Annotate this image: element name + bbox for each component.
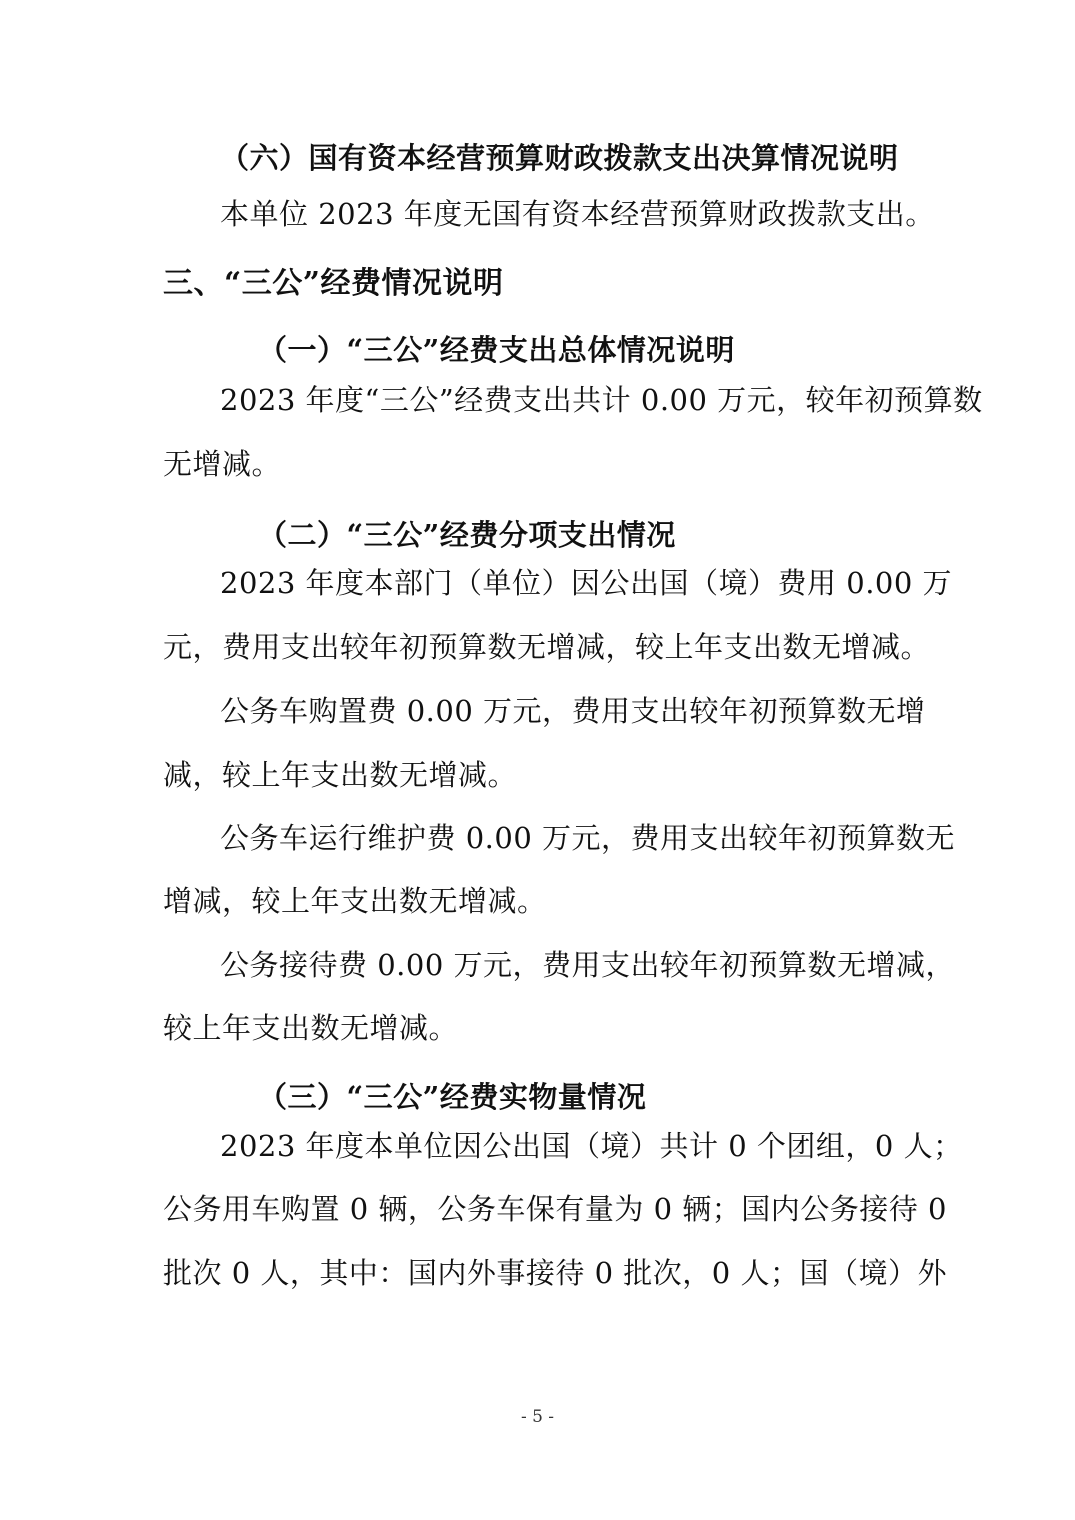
subsection-heading-3: （三）“三公”经费实物量情况	[258, 1080, 647, 1114]
paragraph-line: 批次 0 人，其中：国内外事接待 0 批次，0 人；国（境）外	[163, 1256, 947, 1290]
paragraph-line: 较上年支出数无增减。	[163, 1011, 459, 1045]
paragraph-line: 公务用车购置 0 辆，公务车保有量为 0 辆；国内公务接待 0	[163, 1192, 947, 1226]
paragraph-line: 公务接待费 0.00 万元，费用支出较年初预算数无增减，	[220, 948, 956, 982]
section-heading-6: （六）国有资本经营预算财政拨款支出决算情况说明	[220, 141, 899, 175]
section-heading-3: 三、“三公”经费情况说明	[163, 266, 504, 301]
paragraph-line: 元，费用支出较年初预算数无增减，较上年支出数无增减。	[163, 630, 931, 664]
paragraph-line: 公务车购置费 0.00 万元，费用支出较年初预算数无增	[220, 694, 926, 728]
paragraph-text: 本单位 2023 年度无国有资本经营预算财政拨款支出。	[220, 197, 935, 231]
paragraph-line: 公务车运行维护费 0.00 万元，费用支出较年初预算数无	[220, 821, 956, 855]
paragraph-line: 无增减。	[163, 447, 282, 481]
paragraph-line: 2023 年度本部门（单位）因公出国（境）费用 0.00 万	[220, 566, 953, 600]
subsection-heading-1: （一）“三公”经费支出总体情况说明	[258, 333, 735, 367]
paragraph-line: 减，较上年支出数无增减。	[163, 758, 518, 792]
page-number: - 5 -	[520, 1407, 555, 1427]
paragraph-line: 增减，较上年支出数无增减。	[163, 884, 547, 918]
paragraph-line: 2023 年度“三公”经费支出共计 0.00 万元，较年初预算数	[220, 383, 983, 417]
paragraph-line: 2023 年度本单位因公出国（境）共计 0 个团组，0 人；	[220, 1129, 963, 1163]
subsection-heading-2: （二）“三公”经费分项支出情况	[258, 518, 676, 552]
